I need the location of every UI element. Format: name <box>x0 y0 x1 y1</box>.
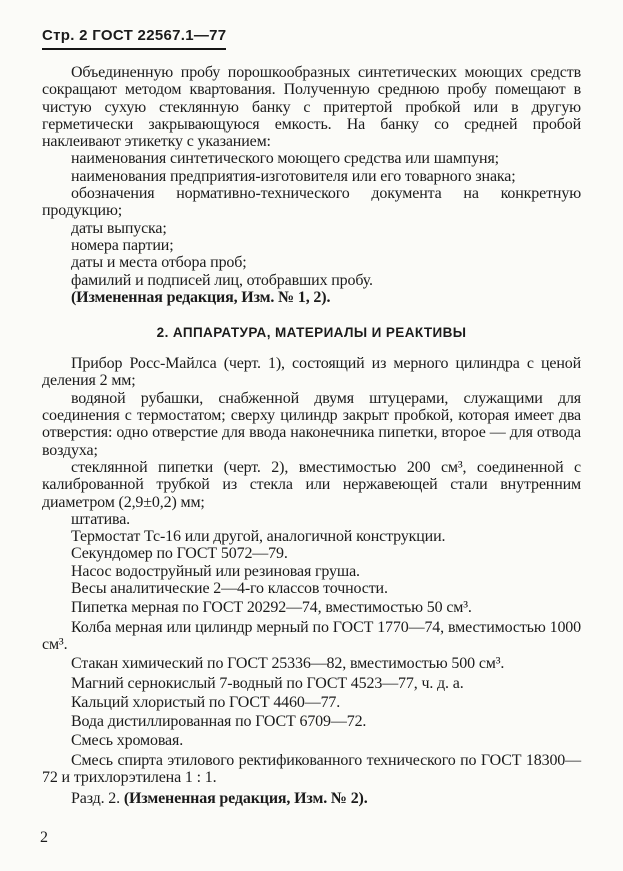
label-list-item: даты выпуска; <box>71 219 167 237</box>
page-content <box>42 27 581 808</box>
apparatus-item: Насос водоструйный или резиновая груша. <box>71 562 360 580</box>
apparatus-item: Термостат Тс-16 или другой, аналогичной конструкции. <box>71 528 446 546</box>
page-number: 2 <box>40 829 48 846</box>
intro-paragraph: Объединенную пробу порошкообразных синтетических моющих средств сокращают методом квартования. Полученную среднюю пробу помещают в чистую сухую стеклянную банку с притертой пробкой или в другую герметически закрывающуюся емкость. На банку со средней пробой наклеивают этикетку с указанием: <box>42 64 581 151</box>
label-list-item: фамилий и подписей лиц, отобравших пробу. <box>71 271 373 289</box>
apparatus-item: водяной рубашки, снабженной двумя штуцерами, служащими для соединения с термостатом; сверху цилиндр закрыт пробкой, которая имеет два отверстия: одно отверстие для ввода наконечника пипетки, второе — для отвода воздуха; <box>42 389 581 459</box>
apparatus-item: Вода дистиллированная по ГОСТ 6709—72. <box>71 713 367 731</box>
label-list-item: наименования предприятия-изготовителя или его товарного знака; <box>71 167 516 185</box>
apparatus-item: штатива. <box>71 510 130 528</box>
page-header <box>42 27 581 50</box>
apparatus-item: Пипетка мерная по ГОСТ 20292—74, вместимостью 50 см³. <box>71 599 472 617</box>
label-list-item: обозначения нормативно-технического документа на конкретную продукцию; <box>42 185 581 220</box>
apparatus-item: Кальций хлористый по ГОСТ 4460—77. <box>71 693 341 711</box>
section-2-heading: 2. АППАРАТУРА, МАТЕРИАЛЫ И РЕАКТИВЫ <box>156 325 467 341</box>
closing-note <box>42 790 581 807</box>
apparatus-item: Смесь спирта этилового ректификованного технического по ГОСТ 18300—72 и трихлорэтилена 1 : 1. <box>42 751 581 786</box>
apparatus-item: Прибор Росс-Майлса (черт. 1), состоящий из мерного цилиндра с ценой деления 2 мм; <box>42 355 581 390</box>
label-list-item: номера партии; <box>71 236 174 254</box>
apparatus-item: Колба мерная или цилиндр мерный по ГОСТ 1770—74, вместимостью 1000 см³. <box>42 618 581 653</box>
header-title: Стр. 2 ГОСТ 22567.1—77 <box>42 28 226 50</box>
closing-note-bold: (Измененная редакция, Изм. № 2). <box>123 790 368 808</box>
apparatus-item: Смесь хромовая. <box>71 732 184 750</box>
apparatus-item: Стакан химический по ГОСТ 25336—82, вместимостью 500 см³. <box>71 655 505 673</box>
apparatus-item: стеклянной пипетки (черт. 2), вместимостью 200 см³, соединенной с калиброванной трубкой из стекла или нержавеющей стали внутренним диаметром (2,9±0,2) мм; <box>42 458 581 511</box>
label-list-item: даты и места отбора проб; <box>71 254 247 272</box>
apparatus-item: Магний сернокислый 7-водный по ГОСТ 4523—77, ч. д. а. <box>71 674 464 692</box>
closing-note-prefix: Разд. 2. <box>71 790 124 808</box>
revision-note: (Измененная редакция, Изм. № 1, 2). <box>71 288 331 306</box>
label-list-item: наименования синтетического моющего средства или шампуня; <box>71 150 499 168</box>
apparatus-item: Весы аналитические 2—4-го классов точности. <box>71 580 388 598</box>
apparatus-item: Секундомер по ГОСТ 5072—79. <box>71 545 288 563</box>
